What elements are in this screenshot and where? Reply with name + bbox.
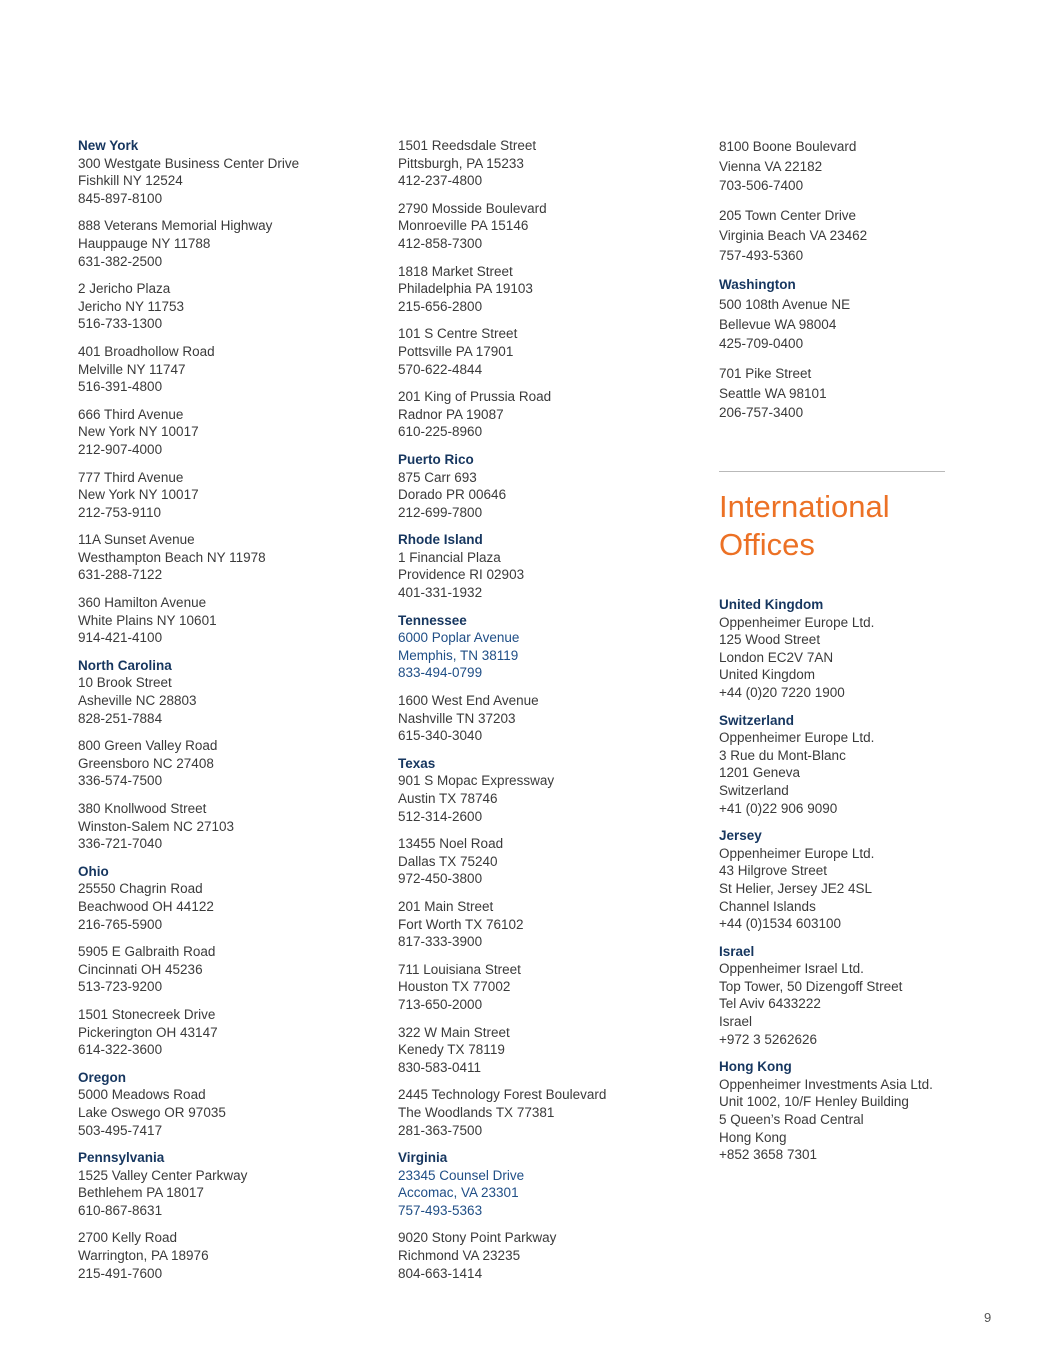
- office-address: [398, 1229, 698, 1282]
- address-line: 2445 Technology Forest Boulevard: [398, 1087, 607, 1103]
- address-line: Tel Aviv 6433222: [719, 996, 821, 1012]
- address-line-last: 412-237-4800: [398, 173, 483, 189]
- address-line: New York NY 10017: [78, 424, 199, 440]
- address-line-last: +972 3 5262626: [719, 1031, 817, 1047]
- address-line: Oppenheimer Europe Ltd.: [719, 614, 875, 630]
- office-address: [78, 469, 378, 522]
- address-line: Unit 1002, 10/F Henley Building: [719, 1094, 909, 1110]
- address-line: Seattle WA 98101: [719, 385, 827, 401]
- address-line: St Helier, Jersey JE2 4SL: [719, 880, 873, 896]
- address-line: Hauppauge NY 11788: [78, 235, 211, 251]
- address-line: Channel Islands: [719, 898, 816, 914]
- address-line: 2790 Mosside Boulevard: [398, 200, 547, 216]
- address-line-last: 914-421-4100: [78, 630, 163, 646]
- address-line: Winston-Salem NC 27103: [78, 818, 235, 834]
- address-line-last: 804-663-1414: [398, 1265, 483, 1281]
- address-line: United Kingdom: [719, 667, 816, 683]
- address-line-last: 212-753-9110: [78, 504, 162, 520]
- office-address: [78, 1167, 378, 1220]
- address-line: Greensboro NC 27408: [78, 755, 214, 771]
- address-line: 2 Jericho Plaza: [78, 281, 171, 297]
- address-line: 1600 West End Avenue: [398, 693, 539, 709]
- address-line-last: 610-867-8631: [78, 1202, 163, 1218]
- address-line: Bellevue WA 98004: [719, 316, 837, 332]
- office-address: [78, 1229, 378, 1282]
- address-line: Austin TX 78746: [398, 791, 498, 806]
- page-number: 9: [984, 1310, 992, 1325]
- address-line-last: 212-907-4000: [78, 441, 163, 457]
- address-line-last: 425-709-0400: [719, 336, 804, 352]
- address-line-last: 570-622-4844: [398, 361, 483, 377]
- address-line: 11A Sunset Avenue: [78, 532, 195, 548]
- address-line-last: 215-656-2800: [398, 298, 483, 314]
- office-address: [398, 200, 698, 253]
- address-line-last: +41 (0)22 906 9090: [719, 800, 838, 816]
- address-line: 201 King of Prussia Road: [398, 389, 552, 405]
- address-line: Dorado PR 00646: [398, 487, 507, 503]
- address-line-last: 516-733-1300: [78, 316, 163, 332]
- address-line: Beachwood OH 44122: [78, 898, 214, 914]
- address-line: Fishkill NY 12524: [78, 173, 183, 189]
- region-heading: Puerto Rico: [398, 451, 474, 467]
- address-line: Warrington, PA 18976: [78, 1248, 209, 1264]
- address-line[interactable]: Memphis, TN 38119: [398, 647, 519, 663]
- address-line: 300 Westgate Business Center Drive: [78, 155, 300, 171]
- office-address: [398, 898, 698, 951]
- address-line-last: 503-495-7417: [78, 1122, 163, 1138]
- address-line: The Woodlands TX 77381: [398, 1104, 555, 1120]
- address-line: 800 Green Valley Road: [78, 738, 218, 754]
- address-line: 25550 Chagrin Road: [78, 881, 203, 897]
- address-line: Providence RI 02903: [398, 567, 525, 583]
- address-line: Switzerland: [719, 782, 789, 798]
- address-line-last: 817-333-3900: [398, 934, 483, 950]
- address-line: 777 Third Avenue: [78, 469, 184, 485]
- address-line-last: 513-723-9200: [78, 979, 163, 995]
- address-line-last: +852 3658 7301: [719, 1147, 817, 1163]
- address-line: Melville NY 11747: [78, 361, 186, 377]
- address-line: 875 Carr 693: [398, 469, 477, 485]
- office-address: [78, 155, 378, 208]
- region-heading: Tennessee: [398, 612, 467, 628]
- region-heading: Texas: [398, 755, 436, 771]
- address-line: Top Tower, 50 Dizengoff Street: [719, 978, 903, 994]
- region-heading: Rhode Island: [398, 532, 483, 548]
- address-line-last: 828-251-7884: [78, 710, 163, 726]
- address-line-last: 610-225-8960: [398, 424, 483, 440]
- address-line: 1501 Stonecreek Drive: [78, 1006, 216, 1022]
- office-address: [719, 137, 1019, 196]
- address-line: Hong Kong: [719, 1129, 787, 1145]
- address-line: 9020 Stony Point Parkway: [398, 1230, 557, 1246]
- office-address[interactable]: [398, 629, 698, 682]
- address-line: 5000 Meadows Road: [78, 1087, 206, 1103]
- title-line-2: Offices: [719, 527, 815, 562]
- office-address: [78, 737, 378, 790]
- address-line-last[interactable]: 833-494-0799: [398, 665, 483, 681]
- region-heading: Oregon: [78, 1069, 127, 1085]
- office-address: [398, 835, 698, 888]
- address-line: Pottsville PA 17901: [398, 343, 514, 359]
- address-line[interactable]: Accomac, VA 23301: [398, 1185, 519, 1201]
- address-line-last: +44 (0)20 7220 1900: [719, 684, 845, 700]
- address-line-last: 614-322-3600: [78, 1042, 163, 1058]
- address-line: 901 S Mopac Expressway: [398, 773, 555, 789]
- address-line: 711 Louisiana Street: [398, 961, 521, 977]
- address-line: Fort Worth TX 76102: [398, 916, 524, 932]
- address-line: Dallas TX 75240: [398, 853, 498, 869]
- address-line: Oppenheimer Israel Ltd.: [719, 961, 864, 977]
- address-line: 13455 Noel Road: [398, 836, 504, 852]
- address-line: Oppenheimer Europe Ltd.: [719, 845, 875, 861]
- address-line: 205 Town Center Drive: [719, 208, 857, 224]
- address-line: 1818 Market Street: [398, 263, 513, 279]
- address-line: Cincinnati OH 45236: [78, 961, 203, 977]
- address-line[interactable]: 6000 Poplar Avenue: [398, 630, 520, 646]
- office-address: [398, 961, 698, 1014]
- title-line-1: International: [719, 489, 890, 524]
- office-address: [398, 263, 698, 316]
- office-address: [398, 469, 698, 522]
- address-line: 125 Wood Street: [719, 632, 821, 648]
- address-line: 666 Third Avenue: [78, 406, 184, 422]
- address-line-last: 615-340-3040: [398, 728, 483, 744]
- address-line-last: 336-721-7040: [78, 836, 163, 852]
- address-line: Philadelphia PA 19103: [398, 281, 533, 297]
- office-address: [78, 880, 378, 933]
- international-offices-title: [719, 488, 1019, 564]
- office-address: [398, 388, 698, 441]
- office-address: [78, 594, 378, 647]
- office-column-2: [398, 137, 698, 1292]
- address-line: Kenedy TX 78119: [398, 1042, 505, 1058]
- address-line: 101 S Centre Street: [398, 326, 518, 342]
- office-address: [78, 406, 378, 459]
- address-line: Lake Oswego OR 97035: [78, 1104, 226, 1120]
- address-line: 1201 Geneva: [719, 765, 801, 781]
- office-address: [398, 1086, 698, 1139]
- address-line-last: 703-506-7400: [719, 178, 804, 194]
- office-address: [78, 800, 378, 853]
- address-line: Asheville NC 28803: [78, 693, 197, 709]
- office-address[interactable]: [398, 1167, 698, 1220]
- address-line: 43 Hilgrove Street: [719, 863, 828, 879]
- office-address: [398, 137, 698, 190]
- address-line-last: 212-699-7800: [398, 504, 483, 520]
- address-line: 1 Financial Plaza: [398, 549, 501, 565]
- office-address: [78, 1086, 378, 1139]
- address-line: 2700 Kelly Road: [78, 1230, 178, 1246]
- address-line: 10 Brook Street: [78, 675, 172, 691]
- address-line: 360 Hamilton Avenue: [78, 595, 207, 611]
- office-address: [719, 960, 933, 1048]
- address-line: 401 Broadhollow Road: [78, 343, 215, 359]
- address-line: Westhampton Beach NY 11978: [78, 549, 266, 565]
- address-line: 8100 Boone Boulevard: [719, 139, 857, 154]
- region-heading: Hong Kong: [719, 1059, 792, 1075]
- office-address: [719, 614, 933, 702]
- address-line-last: 972-450-3800: [398, 871, 483, 887]
- address-line: 380 Knollwood Street: [78, 801, 207, 816]
- address-line-last[interactable]: 757-493-5363: [398, 1202, 483, 1218]
- address-line-last: 336-574-7500: [78, 773, 163, 789]
- address-line-last: 631-288-7122: [78, 567, 163, 583]
- address-line: 888 Veterans Memorial Highway: [78, 218, 273, 234]
- office-address: [719, 729, 933, 817]
- address-line-last: 206-757-3400: [719, 405, 804, 421]
- region-heading: Virginia: [398, 1150, 448, 1166]
- address-line-last: +44 (0)1534 603100: [719, 916, 841, 932]
- address-line: 3 Rue du Mont-Blanc: [719, 747, 846, 763]
- address-line: Israel: [719, 1014, 753, 1030]
- address-line: Houston TX 77002: [398, 979, 511, 995]
- address-line: Virginia Beach VA 23462: [719, 227, 868, 243]
- address-line: 201 Main Street: [398, 898, 494, 914]
- office-address: [398, 325, 698, 378]
- region-heading: Switzerland: [719, 712, 795, 728]
- section-divider: [719, 471, 945, 472]
- office-address: [398, 772, 698, 825]
- office-address: [78, 217, 378, 270]
- address-line: 5 Queen’s Road Central: [719, 1112, 864, 1128]
- address-line: Radnor PA 19087: [398, 406, 504, 422]
- address-line[interactable]: 23345 Counsel Drive: [398, 1167, 525, 1183]
- address-line: London EC2V 7AN: [719, 649, 834, 665]
- address-line: 701 Pike Street: [719, 366, 812, 382]
- address-line: Bethlehem PA 18017: [78, 1185, 204, 1201]
- address-line-last: 713-650-2000: [398, 996, 483, 1012]
- region-heading: New York: [78, 138, 139, 153]
- office-address: [78, 343, 378, 396]
- address-line: Nashville TN 37203: [398, 710, 516, 726]
- office-address: [78, 531, 378, 584]
- address-line-last: 216-765-5900: [78, 916, 163, 932]
- office-column-1: [78, 137, 378, 1292]
- region-heading: North Carolina: [78, 657, 172, 673]
- address-line: Vienna VA 22182: [719, 158, 823, 174]
- address-line-last: 845-897-8100: [78, 190, 163, 206]
- address-line-last: 412-858-7300: [398, 235, 483, 251]
- address-line: White Plains NY 10601: [78, 612, 217, 628]
- office-address: [78, 280, 378, 333]
- address-line-last: 830-583-0411: [398, 1059, 482, 1075]
- address-line-last: 215-491-7600: [78, 1265, 163, 1281]
- address-line: Richmond VA 23235: [398, 1248, 521, 1264]
- office-address: [719, 295, 1019, 354]
- address-line: 1501 Reedsdale Street: [398, 138, 537, 153]
- region-heading: Pennsylvania: [78, 1150, 165, 1166]
- region-heading: Ohio: [78, 863, 109, 879]
- address-line-last: 631-382-2500: [78, 253, 163, 269]
- office-address: [719, 1076, 933, 1164]
- address-line: 322 W Main Street: [398, 1024, 510, 1040]
- address-line: 500 108th Avenue NE: [719, 296, 851, 312]
- office-address: [719, 364, 1019, 423]
- address-line-last: 401-331-1932: [398, 585, 483, 601]
- region-heading: Jersey: [719, 828, 762, 844]
- region-heading: Israel: [719, 943, 755, 959]
- address-line-last: 281-363-7500: [398, 1122, 483, 1138]
- address-line: Oppenheimer Europe Ltd.: [719, 730, 875, 746]
- region-heading: United Kingdom: [719, 597, 824, 612]
- address-line: Jericho NY 11753: [78, 298, 185, 314]
- office-column-3: [719, 137, 1019, 433]
- office-address: [398, 549, 698, 602]
- address-line: New York NY 10017: [78, 487, 199, 503]
- office-address: [78, 1006, 378, 1059]
- international-offices-list: [719, 596, 933, 1174]
- region-heading: Washington: [719, 277, 796, 293]
- address-line: Pittsburgh, PA 15233: [398, 155, 524, 171]
- address-line-last: 757-493-5360: [719, 247, 804, 263]
- office-address: [398, 692, 698, 745]
- address-line: 1525 Valley Center Parkway: [78, 1167, 248, 1183]
- office-address: [398, 1024, 698, 1077]
- address-line-last: 512-314-2600: [398, 808, 483, 824]
- office-address: [719, 845, 933, 933]
- address-line: Oppenheimer Investments Asia Ltd.: [719, 1076, 933, 1092]
- address-line: Monroeville PA 15146: [398, 218, 529, 234]
- address-line: Pickerington OH 43147: [78, 1024, 218, 1040]
- office-address: [719, 206, 1019, 265]
- office-address: [78, 674, 378, 727]
- address-line-last: 516-391-4800: [78, 379, 163, 395]
- address-line: 5905 E Galbraith Road: [78, 944, 216, 960]
- office-address: [78, 943, 378, 996]
